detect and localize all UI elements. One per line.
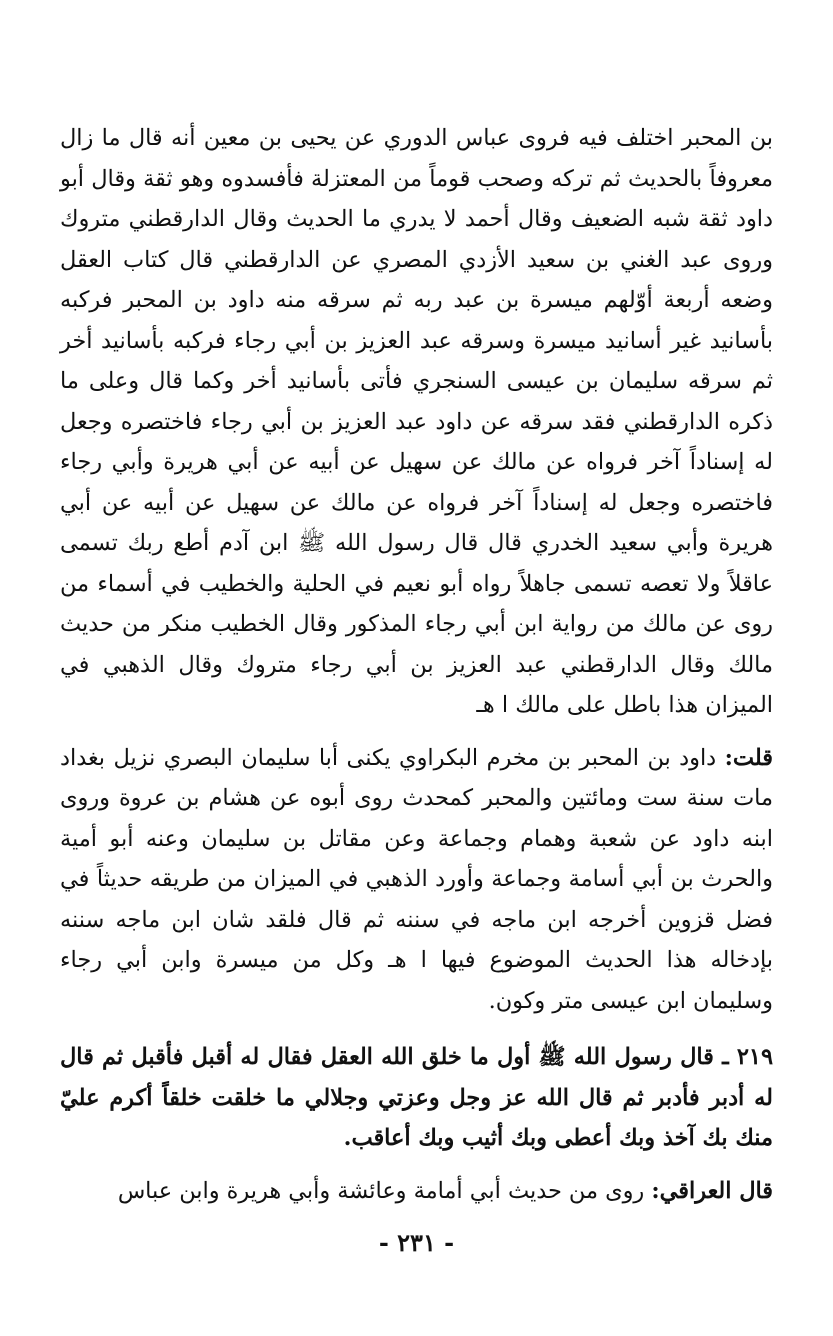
page-body	[60, 118, 773, 1211]
page-number: - ٢٣١ -	[378, 1228, 455, 1257]
iraqi-label: قال العراقي:	[651, 1177, 773, 1204]
paragraph-qultu	[60, 738, 773, 1022]
paragraph-text: بن المحبر اختلف فيه فروى عباس الدوري عن يحيى بن معين أنه قال ما زال معروفاً بالحديث ثم تركه وصحب قوماً من المعتزلة فأفسدوه وهو ثقة وقال أبو داود ثقة شبه الضعيف وقال أحمد لا يدري ما الحديث وقال الدارقطني متروك وروى عبد الغني بن سعيد الأزدي المصري عن الدارقطني قال كتاب العقل وضعه أربعة أوّلهم ميسرة بن عبد ربه ثم سرقه منه داود بن المحبر فركبه بأسانيد غير أسانيد ميسرة وسرقه عبد العزيز بن أبي رجاء فركبه بأسانيد أخر ثم سرقه سليمان بن عيسى السنجري فأتى بأسانيد أخر وكما قال وعلى ما ذكره الدارقطني فقد سرقه عن داود عبد العزيز بن أبي رجاء فاختصره وجعل له إسناداً آخر فرواه عن مالك عن سهيل عن أبيه عن أبي هريرة وأبي رجاء فاختصره وجعل له إسناداً آخر فرواه عن مالك عن سهيل عن أبيه عن أبي هريرة وأبي سعيد الخدري قال قال رسول الله ﷺ ابن آدم أطع ربك تسمى عاقلاً ولا تعصه تسمى جاهلاً رواه أبو نعيم في الحلية والخطيب في أسماء من روى عن مالك من رواية ابن أبي رجاء المذكور وقال الخطيب منكر من حديث مالك وقال الدارقطني عبد العزيز بن أبي رجاء متروك وقال الذهبي في الميزان هذا باطل على مالك ا هـ	[60, 125, 773, 718]
hadith-text: ٢١٩ ـ قال رسول الله ﷺ أول ما خلق الله العقل فقال له أقبل فأقبل ثم قال له أدبر فأدبر ثم قال الله عز وجل وعزتي وجلالي ما خلقت خلقاً أكرم عليّ منك بك آخذ وبك أعطى وبك أثيب وبك أعاقب.	[60, 1044, 773, 1151]
hadith-219	[60, 1037, 773, 1159]
paragraph-text: داود بن المحبر بن مخرم البكراوي يكنى أبا سليمان البصري نزيل بغداد مات سنة ست ومائتين والمحبر كمحدث روى أبوه عن هشام بن عروة وروى ابنه داود عن شعبة وهمام وجماعة وعن مقاتل بن سليمان وعنه أبو أمية والحرث بن أبي أسامة وجماعة وأورد الذهبي في الميزان من طريقه حديثاً في فضل قزوين أخرجه ابن ماجه في سننه ثم قال فلقد شان ابن ماجه سننه بإدخاله هذا الحديث الموضوع فيها ا هـ وكل من ميسرة وابن أبي رجاء وسليمان ابن عيسى متر وكون.	[60, 744, 773, 1014]
paragraph-text: روى من حديث أبي أمامة وعائشة وأبي هريرة وابن عباس	[117, 1177, 652, 1204]
paragraph-iraqi	[60, 1171, 773, 1212]
paragraph-commentary	[60, 118, 773, 726]
qultu-label: قلت:	[724, 744, 773, 771]
